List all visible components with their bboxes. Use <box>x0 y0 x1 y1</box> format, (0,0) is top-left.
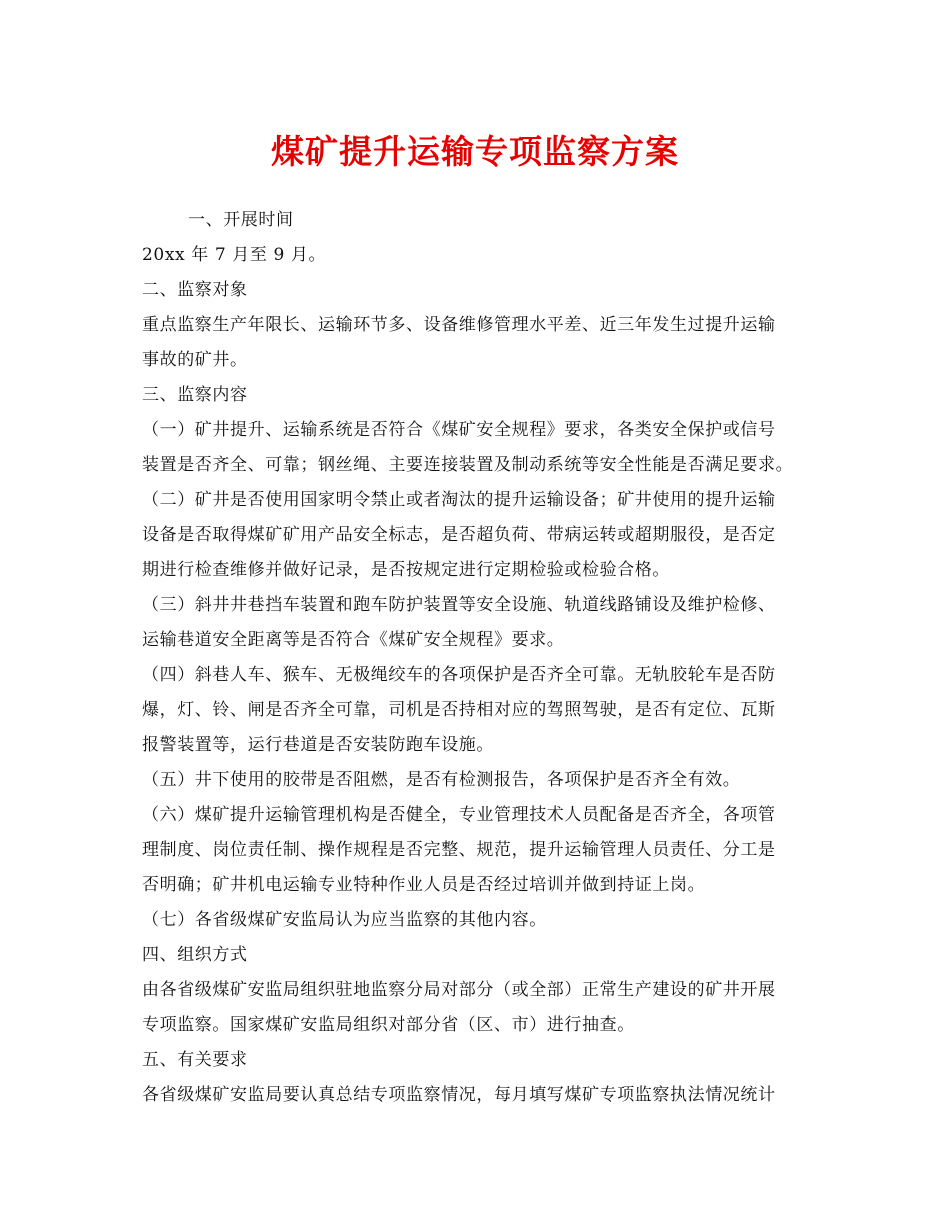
paragraph-line: 各省级煤矿安监局要认真总结专项监察情况，每月填写煤矿专项监察执法情况统计 <box>142 1085 776 1105</box>
paragraph-line: 理制度、岗位责任制、操作规程是否完整、规范，提升运输管理人员责任、分工是 <box>142 840 776 860</box>
paragraph-line: （六）煤矿提升运输管理机构是否健全，专业管理技术人员配备是否齐全，各项管 <box>142 805 776 825</box>
paragraph-line: （五）井下使用的胶带是否阻燃，是否有检测报告，各项保护是否齐全有效。 <box>142 770 741 790</box>
paragraph-line: （三）斜井井巷挡车装置和跑车防护装置等安全设施、轨道线路铺设及维护检修、 <box>142 595 776 615</box>
section-heading-5: 五、有关要求 <box>142 1050 248 1070</box>
paragraph-line: 由各省级煤矿安监局组织驻地监察分局对部分（或全部）正常生产建设的矿井开展 <box>142 980 776 1000</box>
section-heading-4: 四、组织方式 <box>142 945 248 965</box>
paragraph-line: 否明确；矿井机电运输专业特种作业人员是否经过培训并做到持证上岗。 <box>142 875 706 895</box>
section-heading-3: 三、监察内容 <box>142 385 248 405</box>
paragraph-line: 运输巷道安全距离等是否符合《煤矿安全规程》要求。 <box>142 630 565 650</box>
paragraph-line: 报警装置等，运行巷道是否安装防跑车设施。 <box>142 735 494 755</box>
paragraph-line: 专项监察。国家煤矿安监局组织对部分省（区、市）进行抽查。 <box>142 1015 635 1035</box>
paragraph-line: 爆，灯、铃、闸是否齐全可靠，司机是否持相对应的驾照驾驶，是否有定位、瓦斯 <box>142 700 776 720</box>
paragraph-line: （一）矿井提升、运输系统是否符合《煤矿安全规程》要求，各类安全保护或信号 <box>142 420 776 440</box>
paragraph-line: 装置是否齐全、可靠；钢丝绳、主要连接装置及制动系统等安全性能是否满足要求。 <box>142 455 794 475</box>
paragraph-line: 设备是否取得煤矿矿用产品安全标志，是否超负荷、带病运转或超期服役，是否定 <box>142 525 776 545</box>
section-heading-2: 二、监察对象 <box>142 280 248 300</box>
section-heading-1: 一、开展时间 <box>188 210 294 230</box>
paragraph-line: 20xx 年 7 月至 9 月。 <box>142 245 327 265</box>
paragraph-line: 重点监察生产年限长、运输环节多、设备维修管理水平差、近三年发生过提升运输 <box>142 315 776 335</box>
paragraph-line: 期进行检查维修并做好记录，是否按规定进行定期检验或检验合格。 <box>142 560 670 580</box>
paragraph-line: （四）斜巷人车、猴车、无极绳绞车的各项保护是否齐全可靠。无轨胶轮车是否防 <box>142 665 776 685</box>
document-title: 煤矿提升运输专项监察方案 <box>271 132 679 171</box>
paragraph-line: （二）矿井是否使用国家明令禁止或者淘汰的提升运输设备；矿井使用的提升运输 <box>142 490 776 510</box>
paragraph-line: （七）各省级煤矿安监局认为应当监察的其他内容。 <box>142 910 547 930</box>
paragraph-line: 事故的矿井。 <box>142 350 248 370</box>
